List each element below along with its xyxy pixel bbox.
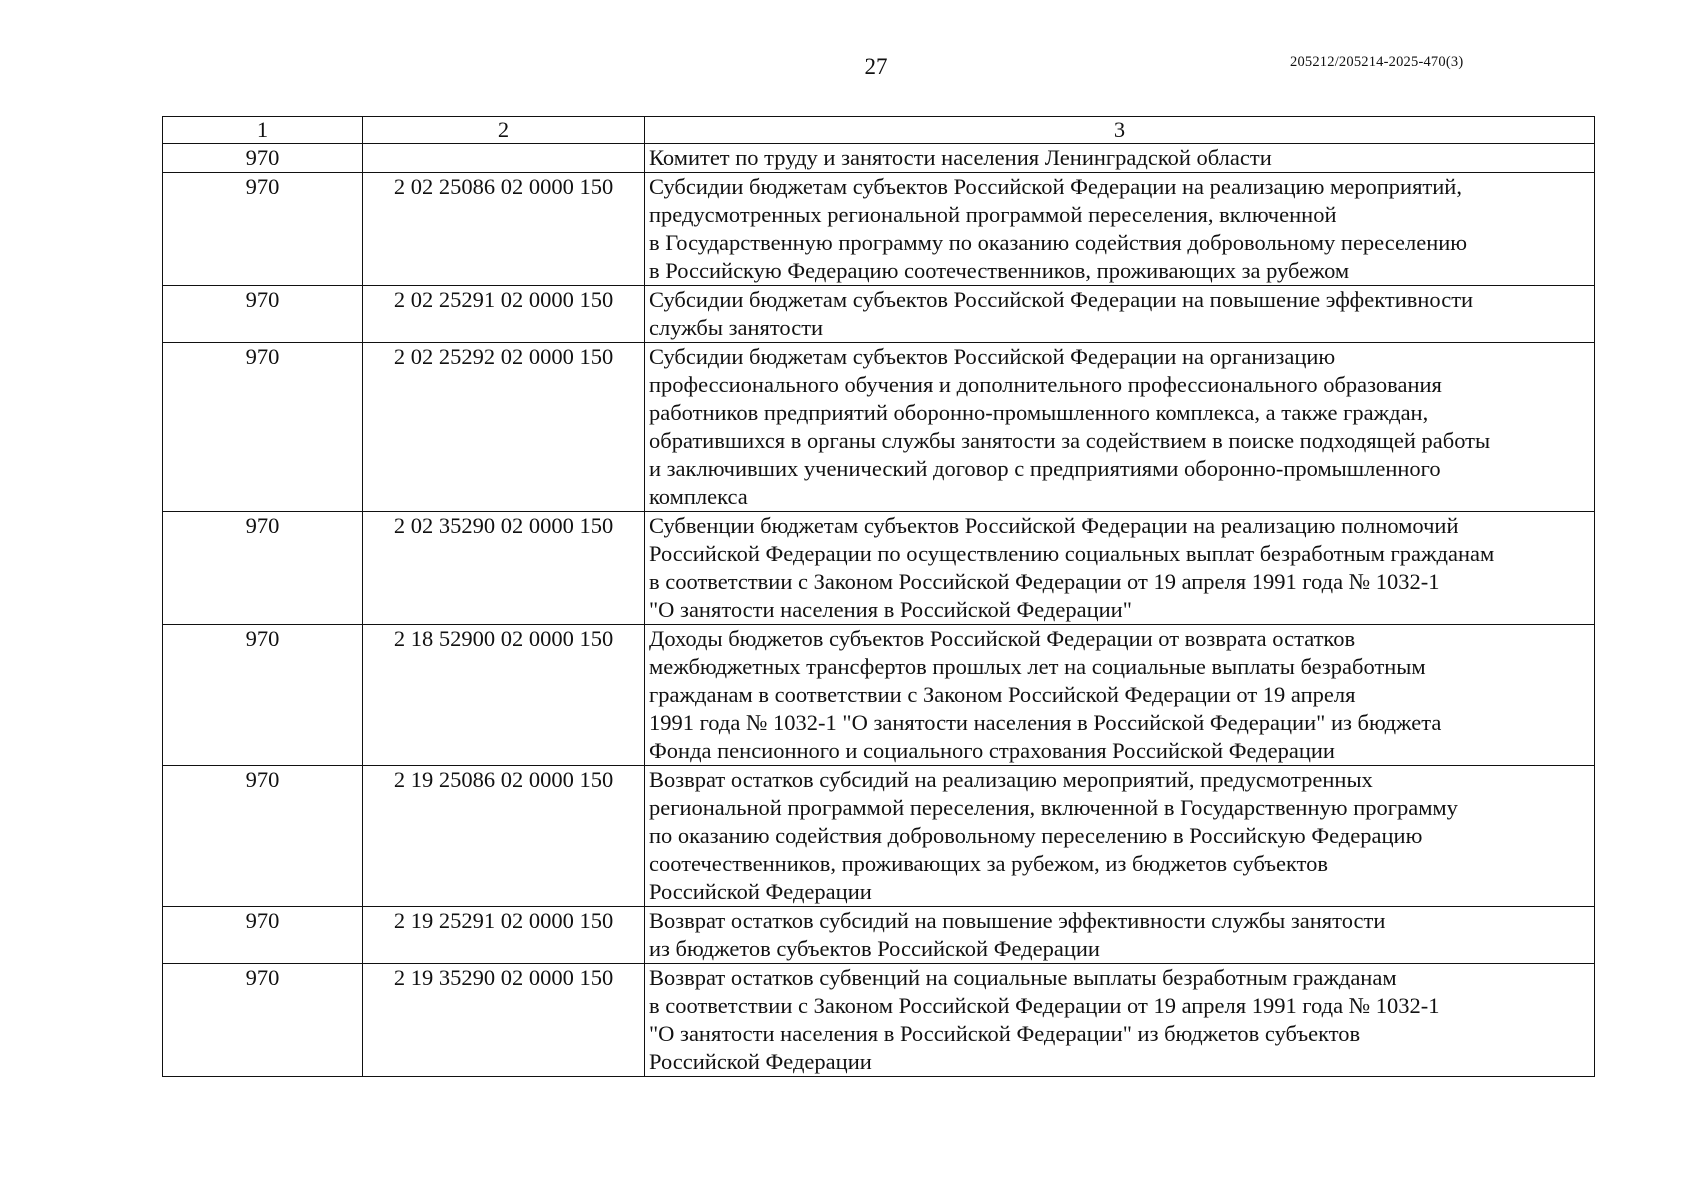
admin-code-cell: 970 — [163, 343, 363, 512]
description-line: по оказанию содействия добровольному переселению в Российскую Федерацию — [649, 823, 1423, 848]
description-line: в Российскую Федерацию соотечественников, проживающих за рубежом — [649, 258, 1350, 283]
description-line: Российской Федерации — [649, 1049, 872, 1074]
description-line: "О занятости населения в Российской Федерации" из бюджетов субъектов — [649, 1021, 1361, 1046]
budget-codes-table — [162, 116, 1595, 1077]
description-line: Субвенции бюджетам субъектов Российской Федерации на реализацию полномочий — [649, 513, 1459, 538]
description-line: службы занятости — [649, 315, 824, 340]
description-line: Возврат остатков субсидий на повышение эффективности службы занятости — [649, 908, 1386, 933]
description-cell — [645, 286, 1595, 343]
description-line: в соответствии с Законом Российской Федерации от 19 апреля 1991 года № 1032-1 — [649, 569, 1440, 594]
description-line: из бюджетов субъектов Российской Федерации — [649, 936, 1100, 961]
description-line: в соответствии с Законом Российской Федерации от 19 апреля 1991 года № 1032-1 — [649, 993, 1440, 1018]
budget-code-cell: 2 02 25086 02 0000 150 — [363, 173, 645, 286]
admin-code-cell: 970 — [163, 766, 363, 907]
table-row — [163, 512, 1595, 625]
description-line: комплекса — [649, 484, 748, 509]
description-line: гражданам в соответствии с Законом Российской Федерации от 19 апреля — [649, 682, 1356, 707]
page-number: 27 — [864, 54, 888, 79]
description-line: Фонда пенсионного и социального страхования Российской Федерации — [649, 738, 1335, 763]
description-line: профессионального обучения и дополнительного профессионального образования — [649, 372, 1442, 397]
description-line: Субсидии бюджетам субъектов Российской Федерации на организацию — [649, 344, 1336, 369]
admin-code-cell: 970 — [163, 964, 363, 1077]
budget-code-cell: 2 19 25291 02 0000 150 — [363, 907, 645, 964]
budget-code-cell: 2 02 25292 02 0000 150 — [363, 343, 645, 512]
admin-code-cell: 970 — [163, 173, 363, 286]
description-line: Российской Федерации по осуществлению социальных выплат безработным гражданам — [649, 541, 1495, 566]
description-line: работников предприятий оборонно-промышленного комплекса, а также граждан, — [649, 400, 1429, 425]
column-header-2: 2 — [363, 117, 645, 144]
description-line: в Государственную программу по оказанию содействия добровольному переселению — [649, 230, 1468, 255]
description-line: обратившихся в органы службы занятости за содействием в поиске подходящей работы — [649, 428, 1491, 453]
description-cell — [645, 512, 1595, 625]
description-line: предусмотренных региональной программой переселения, включенной — [649, 202, 1337, 227]
table-row — [163, 286, 1595, 343]
description-cell — [645, 625, 1595, 766]
description-line: Возврат остатков субвенций на социальные выплаты безработным гражданам — [649, 965, 1397, 990]
description-line: 1991 года № 1032-1 "О занятости населения в Российской Федерации" из бюджета — [649, 710, 1442, 735]
table-row — [163, 144, 1595, 173]
description-line: соотечественников, проживающих за рубежом, из бюджетов субъектов — [649, 851, 1328, 876]
budget-code-cell: 2 02 35290 02 0000 150 — [363, 512, 645, 625]
table-row — [163, 625, 1595, 766]
table-row — [163, 907, 1595, 964]
admin-code-cell: 970 — [163, 907, 363, 964]
document-reference: 205212/205214-2025-470(3) — [1290, 54, 1464, 70]
column-header-1: 1 — [163, 117, 363, 144]
admin-code-cell: 970 — [163, 512, 363, 625]
description-line: Субсидии бюджетам субъектов Российской Федерации на повышение эффективности — [649, 287, 1474, 312]
description-line: Комитет по труду и занятости населения Ленинградской области — [649, 145, 1272, 170]
budget-code-cell: 2 02 25291 02 0000 150 — [363, 286, 645, 343]
description-line: "О занятости населения в Российской Федерации" — [649, 597, 1132, 622]
description-line: региональной программой переселения, включенной в Государственную программу — [649, 795, 1458, 820]
admin-code-cell: 970 — [163, 286, 363, 343]
description-cell — [645, 144, 1595, 173]
description-line: Российской Федерации — [649, 879, 872, 904]
admin-code-cell: 970 — [163, 144, 363, 173]
description-cell — [645, 907, 1595, 964]
description-line: Доходы бюджетов субъектов Российской Федерации от возврата остатков — [649, 626, 1356, 651]
description-line: Возврат остатков субсидий на реализацию мероприятий, предусмотренных — [649, 767, 1373, 792]
table-header-row — [163, 117, 1595, 144]
table-row — [163, 766, 1595, 907]
description-line: и заключивших ученический договор с предприятиями оборонно-промышленного — [649, 456, 1441, 481]
table-row — [163, 173, 1595, 286]
description-cell — [645, 964, 1595, 1077]
description-cell — [645, 766, 1595, 907]
table-body — [163, 144, 1595, 1077]
budget-code-cell — [363, 144, 645, 173]
description-cell — [645, 343, 1595, 512]
description-line: Субсидии бюджетам субъектов Российской Федерации на реализацию мероприятий, — [649, 174, 1462, 199]
budget-code-cell: 2 19 35290 02 0000 150 — [363, 964, 645, 1077]
budget-code-cell: 2 19 25086 02 0000 150 — [363, 766, 645, 907]
column-header-3: 3 — [645, 117, 1595, 144]
table-row — [163, 343, 1595, 512]
description-line: межбюджетных трансфертов прошлых лет на социальные выплаты безработным — [649, 654, 1426, 679]
admin-code-cell: 970 — [163, 625, 363, 766]
description-cell — [645, 173, 1595, 286]
budget-code-cell: 2 18 52900 02 0000 150 — [363, 625, 645, 766]
table-row — [163, 964, 1595, 1077]
